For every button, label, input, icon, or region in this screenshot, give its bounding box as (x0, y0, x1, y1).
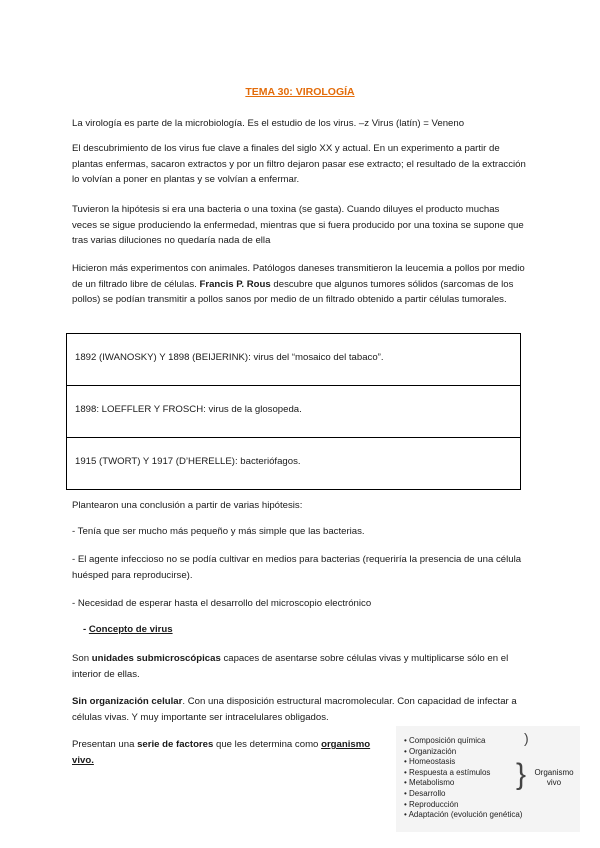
experiments-text-a: Hicieron más experimentos con animales. Patólogos daneses transmitieron la leucemia a pollos por medio de un filtrado libre de células. (72, 263, 525, 290)
list-item: • Respuesta a estímulos (404, 768, 522, 779)
def1-bold: unidades submicroscópicas (91, 653, 221, 664)
definition-paragraph (72, 651, 527, 682)
brace-icon: } (516, 758, 527, 791)
heading-text: Concepto de virus (88, 624, 173, 635)
organismo-vivo-label: Organismo vivo (534, 768, 574, 787)
factors-paragraph (72, 737, 382, 768)
table-row (67, 386, 520, 438)
def3-a: Presentan una (72, 739, 138, 750)
experiments-paragraph (72, 261, 527, 308)
table-row (67, 438, 520, 489)
list-item: • Homeostasis (404, 757, 522, 768)
hypothesis-point: - Tenía que ser mucho más pequeño y más simple que las bacterias. (72, 526, 365, 537)
intro-paragraph: La virología es parte de la microbiología. Es el estudio de los virus. –z Virus (latín) = Veneno (72, 118, 465, 129)
factors-list (404, 736, 522, 821)
conclusion-paragraph: Plantearon una conclusión a partir de varias hipótesis: (72, 500, 303, 511)
hypothesis-point: - Necesidad de esperar hasta el desarrollo del microscopio electrónico (72, 598, 372, 609)
structure-paragraph (72, 694, 527, 725)
list-item: • Organización (404, 747, 522, 758)
list-item: • Desarrollo (404, 789, 522, 800)
list-item: • Metabolismo (404, 778, 522, 789)
hypothesis-point: - El agente infeccioso no se podía cultivar en medios para bacterias (requeriría la presencia de una célula huésped para reproducirse). (72, 554, 522, 581)
def1-a: Son (72, 653, 92, 664)
bracket-icon: ) (524, 730, 529, 746)
def2-a: . Con una disposición estructural macromolecular. Con capacidad de infectar a células vivas. Y muy importante ser intracelulares obligados. (72, 696, 517, 723)
factors-image (396, 726, 580, 832)
def3-bold: serie de factores (137, 739, 214, 750)
heading-dash: - (83, 624, 89, 635)
section-heading (83, 624, 173, 635)
discovery-paragraph: El descubrimiento de los virus fue clave a finales del siglo XX y actual. En un experimento a partir de plantas enfermas, sacaron extractos y por un filtro dejaron pasar ese extracto; el resultado de la extracción lo volvían a poner en plantas y se volvían a enfermar. (72, 143, 526, 185)
def2-bold: Sin organización celular (72, 696, 183, 707)
hypothesis-paragraph: Tuvieron la hipótesis si era una bacteria o una toxina (se gasta). Cuando diluyes el producto muchas veces se sigue produciendo la enfermedad, mientras que si fuera producido por una toxina se supone que tras varias diluciones no quedaría nada de ella (72, 204, 524, 246)
page-title: TEMA 30: VIROLOGÍA (245, 86, 355, 98)
organismo-vivo-link: organismo vivo. (72, 739, 371, 766)
experiments-text-b: descubre que algunos tumores sólidos (sarcomas de los pollos) se podían transmitir a pollos sanos por medio de un filtrado obtenido a partir células tumorales. (72, 278, 514, 305)
table-cell: 1898: LOEFFLER Y FROSCH: virus de la glosopeda. (75, 404, 302, 415)
history-table (66, 333, 521, 490)
list-item: • Reproducción (404, 800, 522, 811)
table-cell: 1892 (IWANOSKY) Y 1898 (BEIJERINK): virus del “mosaico del tabaco”. (75, 352, 384, 363)
table-row (67, 334, 520, 386)
rous-name: Francis P. Rous (199, 278, 271, 290)
def3-b: que les determina como (213, 739, 322, 750)
def1-b: capaces de asentarse sobre células vivas y multiplicarse sólo en el interior de ellas. (72, 653, 509, 680)
list-item: • Composición química (404, 736, 522, 747)
list-item: • Adaptación (evolución genética) (404, 810, 522, 821)
table-cell: 1915 (TWORT) Y 1917 (D’HERELLE): bacteriófagos. (75, 456, 301, 467)
